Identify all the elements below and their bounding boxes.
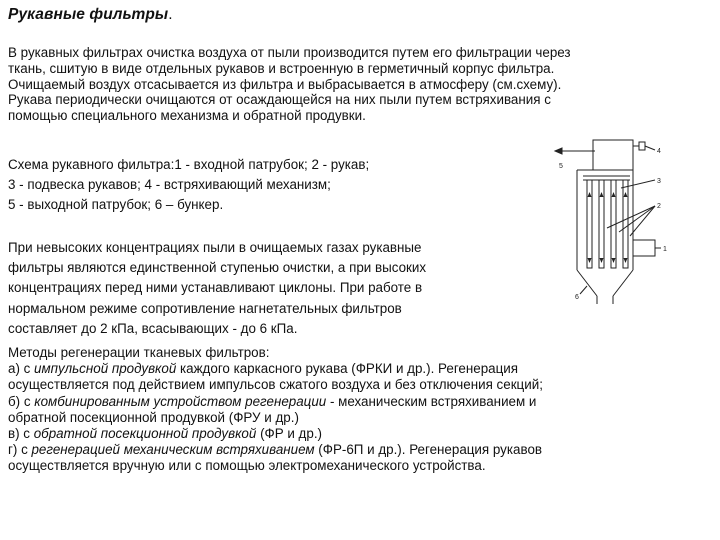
method-a-prefix: а) с [8,361,35,377]
scheme-line: 3 - подвеска рукавов; 4 - встряхивающий механизм; [8,177,331,192]
flow-arrow-icon [600,258,604,263]
concentration-line: нормальном режиме сопротивление нагнетательных фильтров [8,300,402,316]
shaking-mechanism [639,142,645,150]
leader-line-2 [607,206,655,228]
flow-arrow-icon [600,192,604,197]
method-a-line2: осуществляется под действием импульсов сжатого воздуха и без отключения секций; [8,377,543,393]
label-6: 6 [575,294,579,301]
scheme-line: Схема рукавного фильтра:1 - входной патрубок; 2 - рукав; [8,157,370,172]
concentration-line: При невысоких концентрациях пыли в очищаемых газах рукавные [8,240,422,255]
method-d [8,442,708,458]
method-a-name: импульсной продувкой [34,361,177,377]
methods-list [8,345,708,475]
label-2: 2 [657,203,661,210]
intro-line: помощью специального механизма и обратной продувки. [8,108,366,124]
method-d-prefix: г) с [8,442,32,458]
scheme-line: 5 - выходной патрубок; 6 – бункер. [8,197,224,212]
method-a [8,361,708,377]
method-b-name: комбинированным устройством регенерации [34,393,327,409]
hopper-left-slope [577,270,597,296]
flow-arrow-icon [612,258,616,263]
label-4: 4 [657,148,661,155]
flow-arrow-icon [612,192,616,197]
concentration-paragraph [8,238,528,339]
method-b-prefix: б) с [8,393,35,409]
method-c-name: обратной посекционной продувкой [33,426,257,442]
method-c-prefix: в) с [8,426,34,442]
flow-arrow-icon [588,258,592,263]
title-text: Рукавные фильтры [8,6,169,23]
inlet-pipe [633,240,655,256]
page-title [8,6,173,24]
intro-line: ткань, сшитую в виде отдельных рукавов и встроенную в герметичный корпус фильтра. [8,60,555,76]
label-3: 3 [657,178,661,185]
flow-arrow-icon [624,258,628,263]
intro-line: Очищаемый воздух отсасывается из фильтра и выбрасывается в атмосферу (см.схему). [8,76,562,92]
method-a-rest: каждого каркасного рукава (ФРКИ и др.). Регенерация [176,361,519,377]
methods-heading: Методы регенерации тканевых фильтров: [8,345,270,360]
leader-line-4 [645,146,655,150]
flow-arrow-icon [588,192,592,197]
method-b [8,394,708,410]
method-b-rest: - механическим встряхиванием и [326,393,537,409]
leader-line-3 [621,180,655,188]
intro-paragraph [8,45,713,124]
hopper-right-slope [613,270,633,296]
concentration-line: концентрациях перед ними устанавливают циклоны. При работе в [8,280,423,296]
bag-filter-diagram [535,128,710,323]
method-c-rest: (ФР и др.) [256,426,322,442]
flow-arrow-icon [624,192,628,197]
method-d-line2: осуществляется вручную или с помощью электромеханического устройства. [8,458,486,474]
top-chamber [593,140,633,170]
label-5: 5 [559,163,563,170]
leader-line-6 [580,286,587,294]
concentration-line: фильтры являются единственной ступенью очистки, а при высоких [8,260,427,276]
method-b-line2: обратной посекционной продувкой (ФРУ и др.) [8,409,299,425]
concentration-line: составляет до 2 кПа, всасывающих - до 6 кПа. [8,320,298,336]
method-d-name: регенерацией механическим встряхиванием [31,442,315,458]
title-dot: . [168,6,173,23]
label-1: 1 [663,246,667,253]
method-c [8,426,708,442]
outlet-arrow [555,148,562,154]
intro-line: Рукава периодически очищаются от осаждающейся на них пыли путем встряхивания с [8,92,551,108]
scheme-caption [8,155,508,215]
intro-line: В рукавных фильтрах очистка воздуха от пыли производится путем его фильтрации через [8,45,571,60]
method-d-rest: (ФР-6П и др.). Регенерация рукавов [314,442,543,458]
